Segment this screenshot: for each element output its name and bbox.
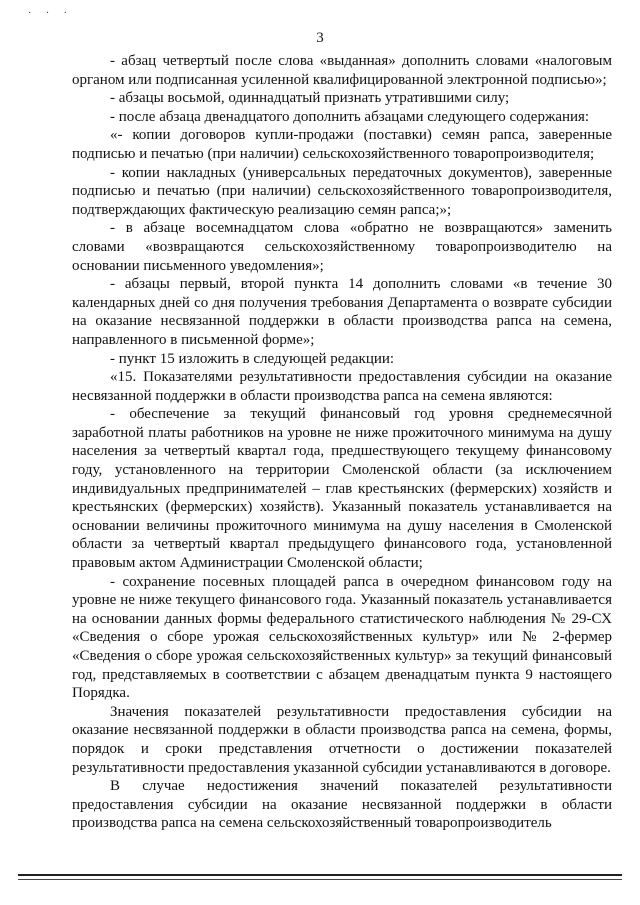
paragraph: «- копии договоров купли-продажи (поставки) семян рапса, заверенные подписью и печатью (при наличии) сельскохозяйственного товаропроизводителя; xyxy=(72,127,612,162)
paragraph: - обеспечение за текущий финансовый год уровня среднемесячной заработной платы работников на уровне не ниже прожиточного минимума на душу населения за четвертый квартал года, предшествующего текущему финансовому году, установленного на территории Смоленской области (за исключением индивидуальных предпринимателей – глав крестьянских (фермерских) хозяйств и крестьянских (фермерских) хозяйств). Указанный показатель устанавливается на основании величины прожиточного минимума на душу населения в Смоленской области за четвертый квартал предыдущего финансового года, установленной правовым актом Администрации Смоленской области; xyxy=(72,406,612,572)
paragraph: - сохранение посевных площадей рапса в очередном финансовом году на уровне не ниже текущего финансового года. Указанный показатель устанавливается на основании данных формы федерального статистического наблюдения № 29-СХ «Сведения о сборе урожая сельскохозяйственных культур» или № 2-фермер «Сведения о сборе урожая сельскохозяйственных культур» за текущий финансовый год, представляемых в соответствии с абзацем двенадцатым пункта 9 настоящего Порядка. xyxy=(72,573,612,702)
paragraph: - абзацы первый, второй пункта 14 дополнить словами «в течение 30 календарных дней со дня получения требования Департамента о возврате субсидии на оказание несвязанной поддержки в области производства рапса на семена, направленного в письменной форме»; xyxy=(72,276,612,348)
paragraph: - после абзаца двенадцатого дополнить абзацами следующего содержания: xyxy=(110,108,590,125)
paragraph: - в абзаце восемнадцатом слова «обратно не возвращаются» заменить словами «возвращаются сельскохозяйственному товаропроизводителю на основании письменного уведомления»; xyxy=(72,220,612,274)
page-number: 3 xyxy=(316,30,324,46)
paragraph: - абзац четвертый после слова «выданная» дополнить словами «налоговым органом или подписанная усиленной квалифицированной электронной подписью»; xyxy=(72,53,612,88)
paragraph: В случае недостижения значений показателей результативности предоставления субсидии на оказание несвязанной поддержки в области производства рапса на семена сельскохозяйственный товаропроизводитель xyxy=(72,778,612,832)
page-bottom-rule-secondary xyxy=(18,879,622,880)
paragraph: - пункт 15 изложить в следующей редакции: xyxy=(110,350,395,367)
paragraph: «15. Показателями результативности предоставления субсидии на оказание несвязанной поддержки в области производства рапса на семена являются: xyxy=(72,369,612,404)
document-body xyxy=(72,52,612,833)
paragraph: - абзацы восьмой, одиннадцатый признать утратившими силу; xyxy=(110,90,510,107)
paragraph: Значения показателей результативности предоставления субсидии на оказание несвязанной поддержки в области производства рапса на семена, формы, порядок и сроки представления отчетности о достижении показателей результативности предоставления указанной субсидии устанавливаются в договоре. xyxy=(72,703,612,776)
page-bottom-rule xyxy=(18,874,622,876)
paragraph: - копии накладных (универсальных передаточных документов), заверенные подписью и печатью (при наличии) сельскохозяйственного товаропроизводителя, подтверждающих фактическую реализацию семян рапса;»; xyxy=(72,164,612,218)
scan-marks: · · · xyxy=(28,8,73,19)
